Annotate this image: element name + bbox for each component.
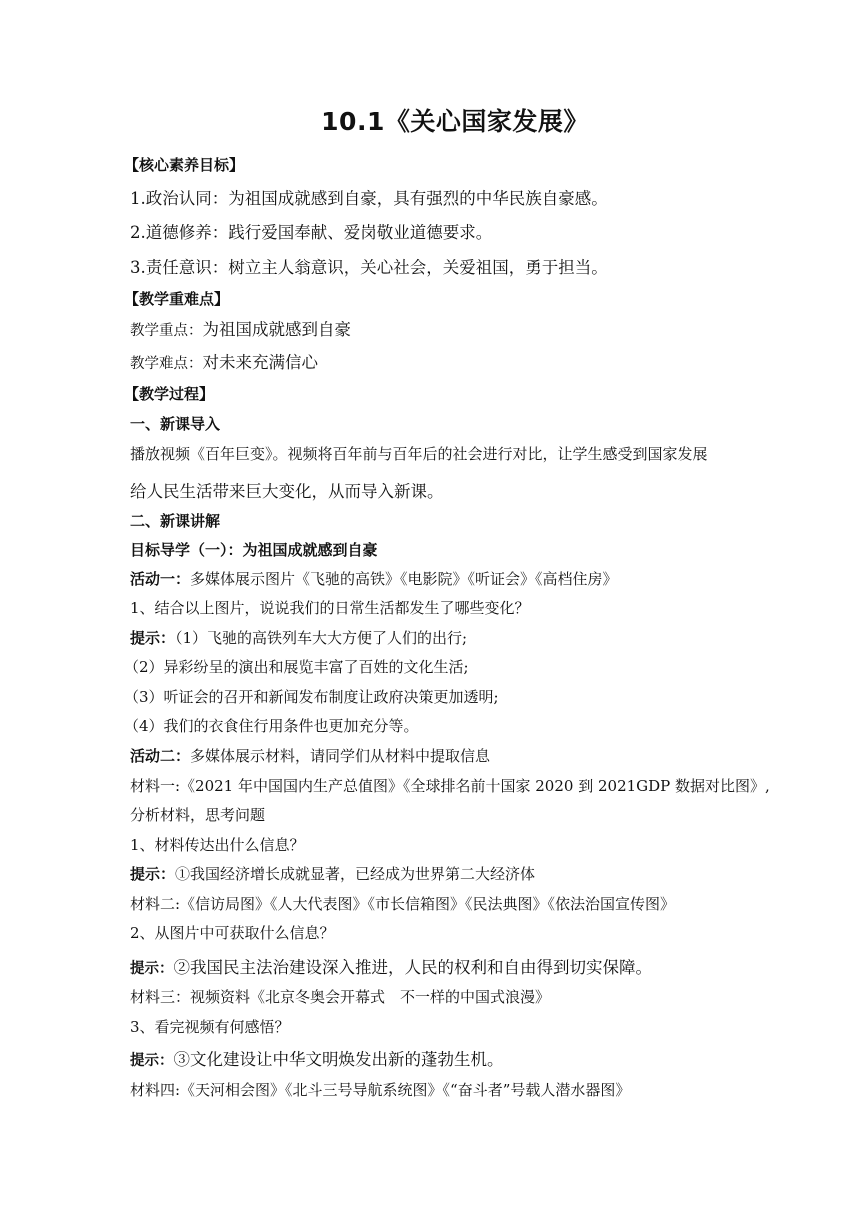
intro-paragraph-line-2: 给人民生活带来巨大变化，从而导入新课。	[130, 482, 444, 501]
hint-3-line	[130, 954, 652, 978]
hint-4-line	[130, 1046, 504, 1070]
activity-2-label: 活动二：	[130, 747, 191, 765]
material-2: 材料二:《信访局图》《人大代表图》《市长信箱图》《民法典图》《依法治国宣传图》	[130, 895, 676, 913]
question-2: 1、材料传达出什么信息？	[130, 836, 305, 854]
material-4: 材料四:《天河相会图》《北斗三号导航系统图》《“奋斗者”号载人潜水器图》	[130, 1081, 631, 1099]
hint-3-text: ②我国民主法治建设深入推进，人民的权利和自由得到切实保障。	[173, 958, 652, 977]
hint-1-item-4: （4）我们的衣食住行用条件也更加充分等。	[124, 717, 419, 735]
activity-1-line	[130, 568, 618, 589]
goal-item-2: 2.道德修养：践行爱国奉献、爱岗敬业道德要求。	[130, 223, 493, 242]
question-4: 3、看完视频有何感悟？	[130, 1018, 290, 1036]
heading-core-goals: 【核心素养目标】	[124, 156, 245, 174]
key-point-text: 为祖国成就感到自豪	[202, 320, 351, 339]
hint-2-label: 提示：	[130, 865, 176, 883]
difficulty-label: 教学难点：	[130, 356, 203, 372]
key-point-label: 教学重点：	[130, 323, 203, 339]
section-intro-heading: 一、新课导入	[130, 415, 221, 433]
goal-item-1: 1.政治认同：为祖国成就感到自豪，具有强烈的中华民族自豪感。	[130, 189, 608, 208]
material-1-line-2: 分析材料，思考问题	[130, 806, 266, 824]
key-point-line	[130, 316, 351, 340]
goal-guide-heading: 目标导学（一）：为祖国成就感到自豪	[130, 541, 378, 559]
material-3: 材料三：视频资料《北京冬奥会开幕式 不一样的中国式浪漫》	[130, 988, 551, 1006]
question-3: 2、从图片中可获取什么信息？	[130, 924, 335, 942]
hint-2-line	[130, 863, 535, 884]
difficulty-line	[130, 349, 318, 373]
question-1: 1、结合以上图片，说说我们的日常生活都发生了哪些变化？	[130, 599, 530, 617]
section-lecture-heading: 二、新课讲解	[130, 512, 221, 530]
activity-2-text: 多媒体展示材料，请同学们从材料中提取信息	[190, 747, 491, 765]
hint-3-label: 提示：	[130, 961, 174, 977]
difficulty-text: 对未来充满信心	[202, 353, 318, 372]
page-title: 10.1《关心国家发展》	[321, 107, 589, 136]
activity-1-text: 多媒体展示图片《飞驰的高铁》《电影院》《听证会》《高档住房》	[190, 570, 618, 588]
hint-2-text: ①我国经济增长成就显著，已经成为世界第二大经济体	[175, 865, 536, 883]
intro-paragraph-line-1: 播放视频《百年巨变》。视频将百年前与百年后的社会进行对比，让学生感受到国家发展	[130, 445, 708, 463]
hint-1-line	[130, 627, 467, 648]
activity-1-label: 活动一：	[130, 570, 191, 588]
hint-4-text: ③文化建设让中华文明焕发出新的蓬勃生机。	[173, 1050, 504, 1069]
material-1-line-1: 材料一:《2021 年中国国内生产总值图》《全球排名前十国家 2020 到 2021GDP 数据对比图》,	[130, 777, 770, 795]
heading-process: 【教学过程】	[124, 385, 215, 403]
activity-2-line	[130, 745, 490, 766]
hint-1-text: （1）飞驰的高铁列车大大方便了人们的出行;	[175, 629, 468, 647]
hint-1-item-3: （3）听证会的召开和新闻发布制度让政府决策更加透明;	[124, 688, 499, 706]
goal-item-3: 3.责任意识：树立主人翁意识，关心社会，关爱祖国，勇于担当。	[130, 258, 608, 277]
heading-key-points: 【教学重难点】	[124, 290, 230, 308]
hint-1-item-2: （2）异彩纷呈的演出和展览丰富了百姓的文化生活;	[124, 658, 469, 676]
hint-4-label: 提示：	[130, 1053, 174, 1069]
hint-1-label: 提示：	[130, 629, 176, 647]
